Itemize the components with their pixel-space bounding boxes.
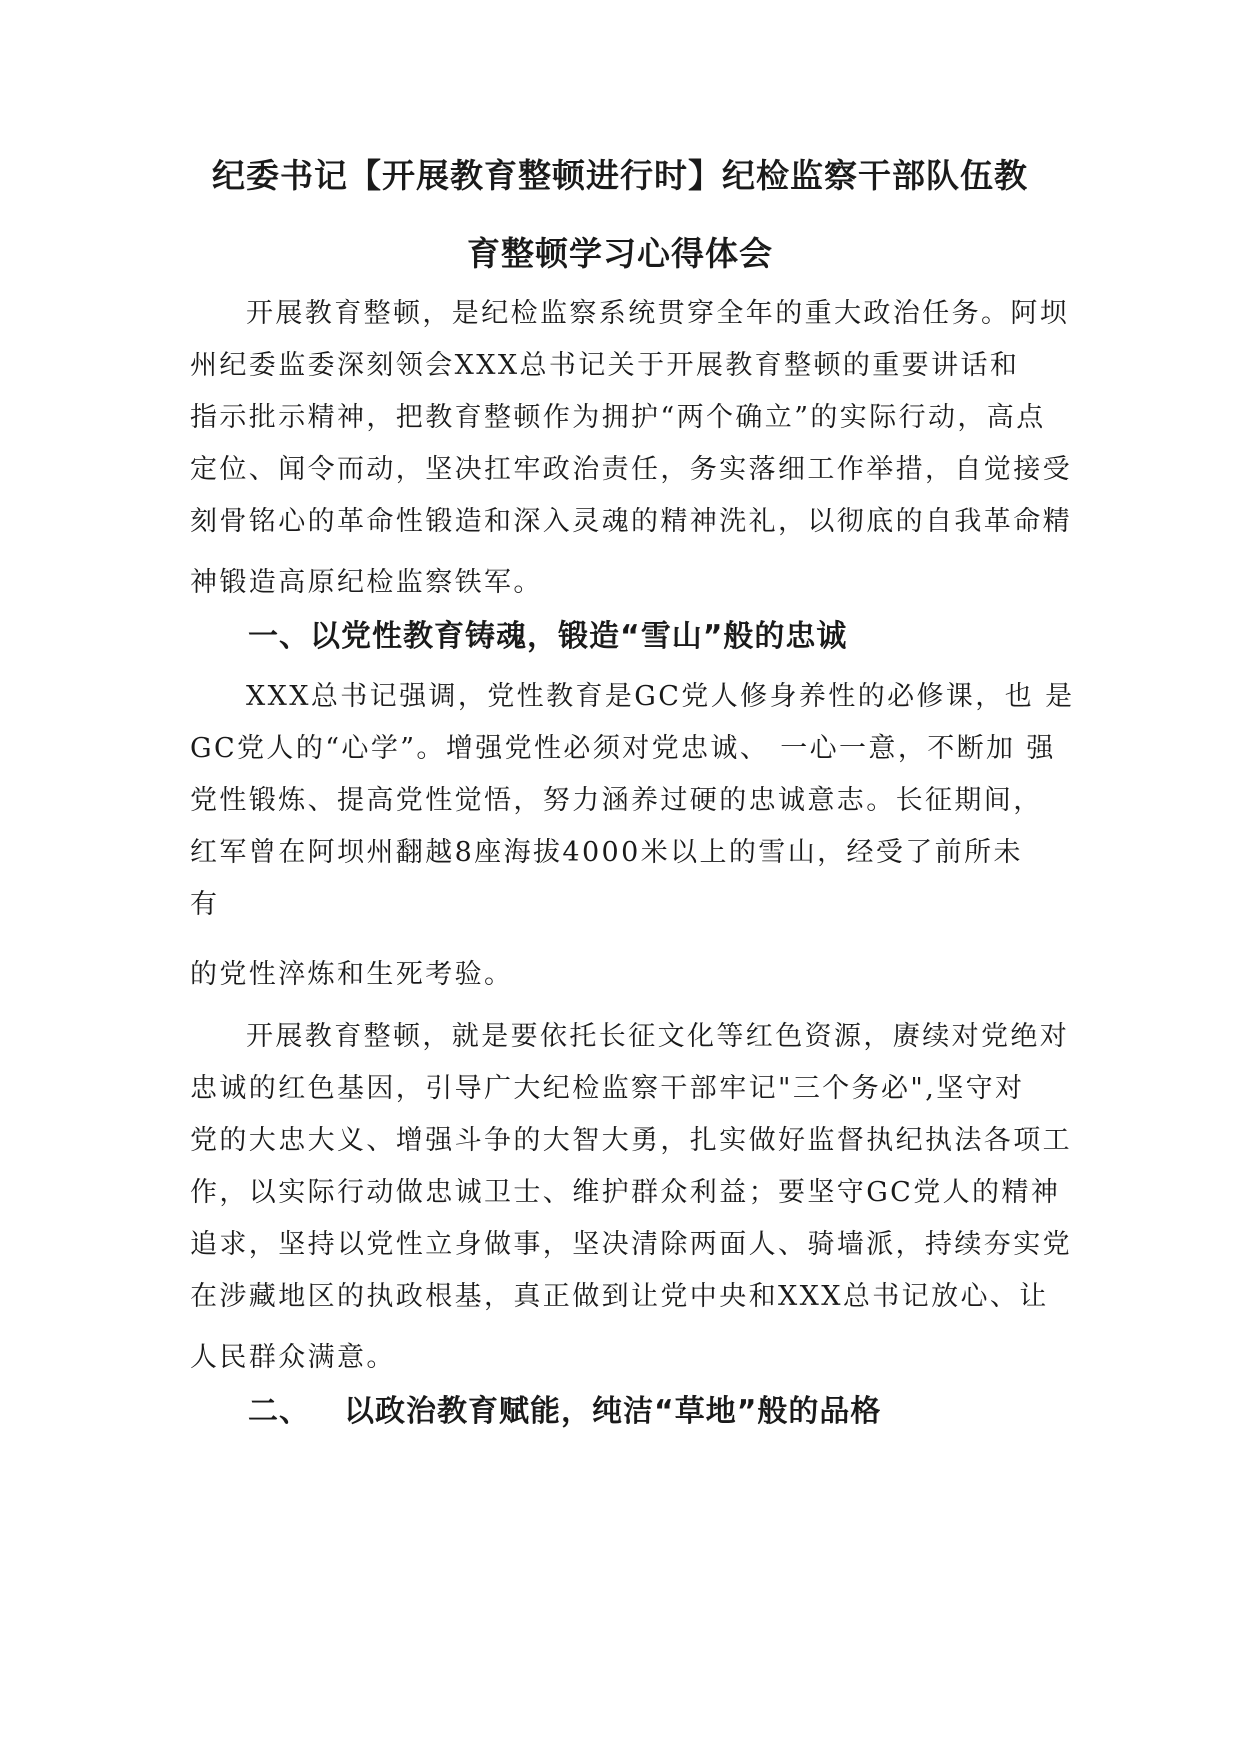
section-2-heading-text: 以政治教育赋能，纯洁“草地”般的品格 (344, 1394, 882, 1429)
section-2-heading (248, 1392, 881, 1432)
section-1-para-2-line-6: 在涉藏地区的执政根基，真正做到让党中央和XXX总书记放心、让 (190, 1281, 1049, 1312)
section-1-para-2-tail: 人民群众满意。 (190, 1342, 396, 1373)
section-1-para-2-line-3: 党的大忠大义、增强斗争的大智大勇，扎实做好监督执纪执法各项工 (190, 1125, 1072, 1156)
section-1-para-2-line-2: 忠诚的红色基因，引导广大纪检监察干部牢记"三个务必",坚守对 (190, 1073, 1025, 1104)
section-1-heading: 一、以党性教育铸魂，锻造“雪山”般的忠诚 (248, 619, 848, 654)
document-title-line-2: 育整顿学习心得体会 (467, 234, 773, 273)
section-1-para-2-line-4: 作，以实际行动做忠诚卫士、维护群众利益；要坚守GC党人的精神 (190, 1177, 1061, 1208)
section-1-para-1-line-4: 红军曾在阿坝州翻越8座海拔4000米以上的雪山，经受了前所未 (190, 837, 1023, 868)
section-1-para-2-line-1: 开展教育整顿，就是要依托长征文化等红色资源，赓续对党绝对 (246, 1021, 1070, 1052)
section-1-para-1-tail: 的党性淬炼和生死考验。 (190, 959, 514, 990)
section-1-para-1-line-1: XXX总书记强调，党性教育是GC党人修身养性的必修课，也 是 (246, 681, 1075, 712)
section-1-para-1-line-2: GC党人的“心学”。增强党性必须对党忠诚、 一心一意，不断加 强 (190, 733, 1056, 764)
intro-line-3: 指示批示精神，把教育整顿作为拥护“两个确立”的实际行动，高点 (190, 402, 1046, 433)
section-2-heading-number: 二、 (248, 1394, 310, 1429)
intro-last-line: 神锻造高原纪检监察铁军。 (190, 567, 543, 598)
intro-line-2: 州纪委监委深刻领会XXX总书记关于开展教育整顿的重要讲话和 (190, 350, 1020, 381)
document-title-line-1: 纪委书记【开展教育整顿进行时】纪检监察干部队伍教 (212, 156, 1028, 195)
intro-line-1: 开展教育整顿，是纪检监察系统贯穿全年的重大政治任务。阿坝 (246, 298, 1070, 329)
section-1-para-2-line-5: 追求，坚持以党性立身做事，坚决清除两面人、骑墙派，持续夯实党 (190, 1229, 1072, 1260)
section-1-para-1-line-5: 有 (190, 889, 220, 920)
intro-line-4: 定位、闻令而动，坚决扛牢政治责任，务实落细工作举措，自觉接受 (190, 454, 1072, 485)
section-1-para-1-line-3: 党性锻炼、提高党性觉悟，努力涵养过硬的忠诚意志。长征期间， (190, 785, 1043, 816)
intro-line-5: 刻骨铭心的革命性锻造和深入灵魂的精神洗礼，以彻底的自我革命精 (190, 506, 1072, 537)
